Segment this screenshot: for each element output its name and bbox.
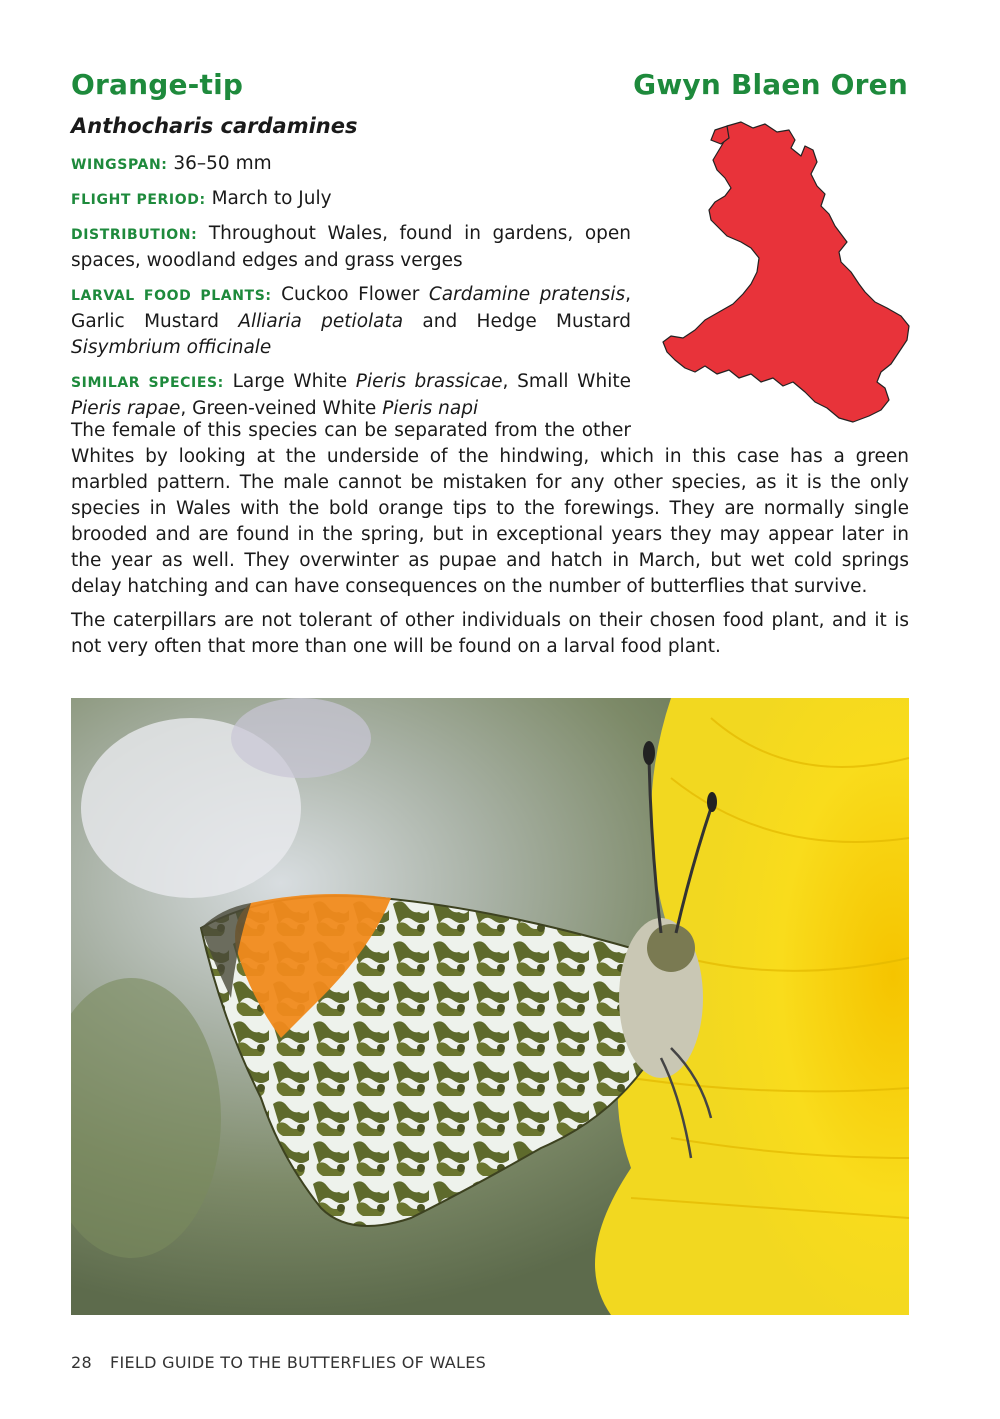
latin-name: Sisymbrium officinale xyxy=(71,337,272,358)
body-paragraph: The caterpillars are not tolerant of other individuals on their chosen food plant, and it is not very often that more than one will be found on a larval food plant. xyxy=(71,610,909,657)
wales-map-shape xyxy=(663,122,909,422)
fact-value: March to July xyxy=(211,188,332,209)
body-paragraph: Whites by looking at the underside of the hindwing, which in this case has a green marbled pattern. The male cannot be mistaken for any other species, as it is the only species in Wales with the bold orange tips to the forewings. They are normally single brooded and are found in the spring, but in exceptional years they may appear later in the year as well. They overwinter as pupae and hatch in March, but wet cold springs delay hatching and can have consequences on the number of butterflies that survive. xyxy=(71,446,909,597)
latin-name: Pieris rapae xyxy=(71,398,181,419)
species-title-welsh: Gwyn Blaen Oren xyxy=(633,68,908,101)
fact-similar-species xyxy=(71,369,631,422)
page-footer xyxy=(71,1353,504,1372)
fact-text: Large White xyxy=(232,371,356,392)
latin-name: Pieris napi xyxy=(382,398,479,419)
orange-tip-butterfly-photo xyxy=(71,698,909,1315)
fact-flight-period xyxy=(71,186,631,213)
fact-distribution xyxy=(71,221,631,274)
fact-text: , Garlic Mustard xyxy=(71,284,631,332)
latin-name: Alliaria petiolata xyxy=(238,311,404,332)
fact-value: 36–50 mm xyxy=(173,153,272,174)
fact-label: SIMILAR SPECIES: xyxy=(71,375,224,391)
fact-text: Cuckoo Flower xyxy=(281,284,429,305)
latin-name: Pieris brassicae xyxy=(355,371,503,392)
fact-label: LARVAL FOOD PLANTS: xyxy=(71,288,272,304)
body-text xyxy=(71,444,909,668)
fact-text: , Green-veined White xyxy=(180,398,383,419)
wales-distribution-map xyxy=(655,116,911,426)
latin-name: Cardamine pratensis xyxy=(428,284,626,305)
book-title: FIELD GUIDE TO THE BUTTERFLIES OF WALES xyxy=(109,1353,487,1372)
fact-label: DISTRIBUTION: xyxy=(71,227,198,243)
body-paragraph-first-line: The female of this species can be separated from the other xyxy=(71,420,631,441)
fact-label: WINGSPAN: xyxy=(71,157,168,173)
species-facts xyxy=(71,151,631,430)
page-number: 28 xyxy=(71,1353,92,1372)
species-title-english: Orange-tip xyxy=(71,68,244,101)
fact-wingspan xyxy=(71,151,631,178)
fact-text: and Hedge Mustard xyxy=(403,311,631,332)
scientific-name: Anthocharis cardamines xyxy=(71,114,358,138)
fact-value: Throughout Wales, found in gardens, open spaces, woodland edges and grass verges xyxy=(71,223,631,271)
fact-text: , Small White xyxy=(502,371,631,392)
fact-larval-food-plants xyxy=(71,282,631,361)
fact-label: FLIGHT PERIOD: xyxy=(71,192,206,208)
